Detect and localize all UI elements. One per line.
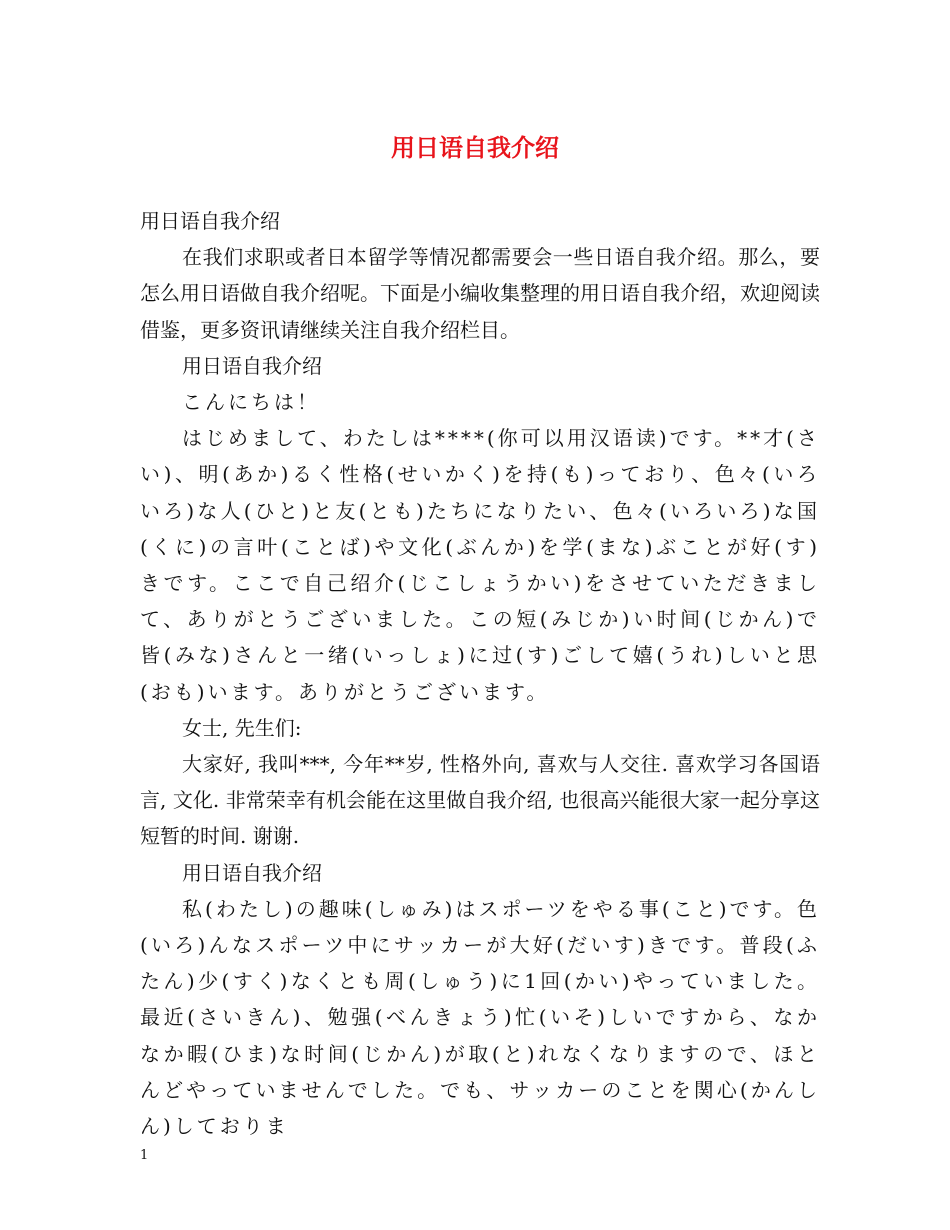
paragraph: 用日语自我介绍 (182, 353, 322, 378)
paragraph: こんにちは！ (182, 390, 320, 415)
document-title: 用日语自我介绍 (391, 133, 559, 162)
document-body (140, 203, 820, 1144)
paragraph: はじめまして、わたしは****(你可以用汉语读)です。**才(さい)、明(あか)るく性格(せいかく)を持(も)っており、色々(いろいろ)な人(ひと)と友(とも)たちになりたい、色々(いろいろ)な国(くに)の言叶(ことば)や文化(ぶんか)を学(まな)ぶことが好(す)きです。ここで自己绍介(じこしょうかい)をさせていただきまして、ありがとうございました。この短(みじか)い时间(じかん)で皆(みな)さんと一绪(いっしょ)に过(す)ごして嬉(うれ)しいと思(おも)います。ありがとうございます。 (140, 426, 820, 704)
paragraph: 私(わたし)の趣味(しゅみ)はスポーツをやる事(こと)です。色(いろ)んなスポーツ中にサッカーが大好(だいす)きです。普段(ふたん)少(すく)なくとも周(しゅう)に1回(かい)やっていました。最近(さいきん)、勉强(べんきょう)忙(いそ)しいですから、なかなか暇(ひま)な时间(じかん)が取(と)れなくなりますので、ほとんどやっていませんでした。でも、サッカーのことを関心(かんしん)しておりま (140, 896, 820, 1139)
paragraph: 在我们求职或者日本留学等情况都需要会一些日语自我介绍。那么，要怎么用日语做自我介绍呢。下面是小编收集整理的用日语自我介绍，欢迎阅读借鉴，更多资讯请继续关注自我介绍栏目。 (140, 245, 820, 342)
paragraph: 大家好, 我叫***, 今年**岁, 性格外向, 喜欢与人交往. 喜欢学习各国语言, 文化. 非常荣幸有机会能在这里做自我介绍, 也很高兴能很大家一起分享这短暂的时间. 谢谢. (140, 752, 820, 849)
paragraph: 用日语自我介绍 (182, 860, 322, 885)
paragraph: 用日语自我介绍 (140, 209, 280, 233)
page-number: 1 (140, 1148, 149, 1163)
paragraph: 女士, 先生们: (182, 715, 302, 740)
